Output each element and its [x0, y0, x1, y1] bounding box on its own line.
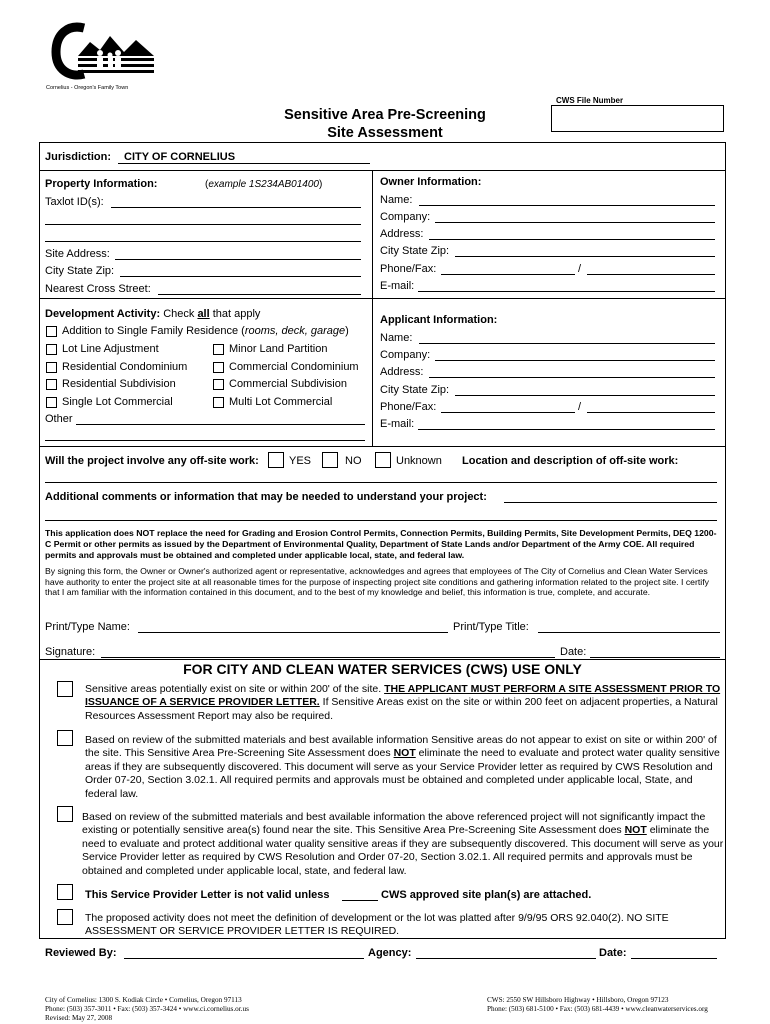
option-single-lot-label: Single Lot Commercial [62, 396, 173, 408]
footer-right-line-2: Phone: (503) 681-5100 • Fax: (503) 681-4439 • www.cleanwaterservices.org [487, 1005, 708, 1014]
option-res-sub-label: Residential Subdivision [62, 378, 176, 390]
option-res-condo-label: Residential Condominium [62, 361, 188, 373]
cornelius-logo-icon [44, 22, 159, 84]
cross-street-label: Nearest Cross Street: [45, 283, 151, 295]
applicant-phone-sep: / [578, 401, 582, 413]
applicant-company-field[interactable] [435, 360, 715, 361]
applicant-address-label: Address: [380, 366, 424, 378]
footer-left-line-1: City of Cornelius: 1300 S. Kodiak Circle • Cornelius, Oregon 97113 [45, 996, 242, 1004]
footer-right [487, 996, 708, 1014]
site-address-label: Site Address: [45, 248, 110, 260]
applicant-phone-field[interactable] [441, 412, 575, 413]
owner-phone-fax-label: Phone/Fax: [380, 263, 437, 275]
print-title-field[interactable] [538, 632, 720, 633]
taxlot-field-2[interactable] [45, 224, 361, 225]
checkbox-cws-4[interactable] [57, 884, 73, 900]
checkbox-cws-1[interactable] [57, 681, 73, 697]
checkbox-addition[interactable] [46, 326, 57, 337]
cws-file-number-box[interactable] [551, 105, 724, 132]
owner-name-label: Name: [380, 194, 413, 206]
offsite-location-label: Location and description of off-site work: [462, 455, 679, 467]
taxlot-field-3[interactable] [45, 241, 361, 242]
comments-label: Additional comments or information that may be needed to understand your project: [45, 491, 487, 503]
cws-option-2: Based on review of the submitted materials and best available information Sensitive areas do not appear to exist on site or within 200' of the site. This Sensitive Area Pre-Screening Site Assessment does NOT eliminate the need to evaluate and protect water quality sensitive areas if they are subsequently discovered. This document will serve as your Service Provider letter as required by CWS Resolution and Order 07-20, Section 3.02.1. All required permits and approvals must be obtained and completed under applicable local, State, and federal law. [85, 734, 720, 800]
footer-left [45, 996, 249, 1024]
property-example: (example 1S234AB01400) [205, 179, 323, 190]
agency-field[interactable] [416, 958, 596, 959]
owner-city-state-zip-label: City State Zip: [380, 245, 450, 257]
site-plan-count-field[interactable] [342, 900, 378, 901]
print-name-label: Print/Type Name: [45, 621, 130, 633]
reviewed-date-label: Date: [599, 947, 627, 959]
offsite-yes-label: YES [289, 455, 312, 467]
checkbox-single-lot[interactable] [46, 397, 57, 408]
checkbox-lot-line[interactable] [46, 344, 57, 355]
checkbox-com-sub[interactable] [213, 379, 224, 390]
applicant-name-field[interactable] [419, 343, 715, 344]
option-lot-line-label: Lot Line Adjustment [62, 343, 159, 355]
checkbox-minor-partition[interactable] [213, 344, 224, 355]
owner-phone-field[interactable] [441, 274, 575, 275]
offsite-unknown-label: Unknown [396, 455, 442, 467]
applicant-email-field[interactable] [418, 429, 715, 430]
cross-street-field[interactable] [158, 294, 361, 295]
jurisdiction-label: Jurisdiction: [45, 151, 112, 163]
print-title-label: Print/Type Title: [453, 621, 529, 633]
title-line-2: Site Assessment [327, 125, 443, 141]
cws-section-heading: FOR CITY AND CLEAN WATER SERVICES (CWS) USE ONLY [183, 661, 582, 677]
comments-field[interactable] [504, 502, 717, 503]
checkbox-offsite-no[interactable] [322, 452, 338, 468]
consent-text: By signing this form, the Owner or Owner's authorized agent or representative, acknowledges and agrees that employees of The City of Cornelius and Clean Water Services have authority to enter the project site at all reasonable times for the purpose of inspecting project site conditions and gathering information related to the project site. I certify that I am familiar with the information contained in this document, and to the best of my knowledge and belief, this information is true, complete, and accurate. [45, 566, 709, 598]
other-field-2[interactable] [45, 440, 365, 441]
checkbox-cws-5[interactable] [57, 909, 73, 925]
property-city-state-zip-label: City State Zip: [45, 265, 115, 277]
cws-option-1: Sensitive areas potentially exist on site or within 200' of the site. THE APPLICANT MUST PERFORM A SITE ASSESSMENT PRIOR TO ISSUANCE OF A SERVICE PROVIDER LETTER. If Sensitive Areas exist on the site or within 200 feet on adjacent properties, a Natural Resources Assessment Report may also be required. [85, 683, 721, 722]
owner-heading: Owner Information: [380, 176, 482, 188]
reviewed-date-field[interactable] [631, 958, 717, 959]
checkbox-cws-3[interactable] [57, 806, 73, 822]
cws-option-4-b: CWS approved site plan(s) are attached. [381, 889, 592, 901]
owner-company-label: Company: [380, 211, 431, 223]
applicant-phone-fax-label: Phone/Fax: [380, 401, 437, 413]
option-com-sub-label: Commercial Subdivision [229, 378, 347, 390]
page-title [200, 106, 570, 142]
owner-name-field[interactable] [419, 205, 715, 206]
applicant-heading: Applicant Information: [380, 314, 498, 326]
owner-address-label: Address: [380, 228, 424, 240]
checkbox-res-sub[interactable] [46, 379, 57, 390]
footer-left-line-2: Phone: (503) 357-3011 • Fax: (503) 357-3424 • www.ci.cornelius.or.us [45, 1005, 249, 1014]
checkbox-com-condo[interactable] [213, 362, 224, 373]
owner-phone-sep: / [578, 263, 582, 275]
offsite-question: Will the project involve any off-site work: [45, 455, 259, 467]
property-city-state-zip-field[interactable] [120, 276, 361, 277]
applicant-address-field[interactable] [429, 377, 715, 378]
applicant-email-label: E-mail: [380, 418, 415, 430]
cws-option-4-a: This Service Provider Letter is not valid unless [85, 889, 330, 901]
applicant-company-label: Company: [380, 349, 431, 361]
print-name-field[interactable] [138, 632, 448, 633]
taxlot-field[interactable] [111, 207, 361, 208]
owner-address-field[interactable] [429, 239, 715, 240]
jurisdiction-value[interactable]: CITY OF CORNELIUS [124, 151, 236, 163]
checkbox-cws-2[interactable] [57, 730, 73, 746]
option-addition-label: Addition to Single Family Residence (rooms, deck, garage) [62, 325, 349, 337]
cws-file-number-label: CWS File Number [556, 96, 624, 105]
offsite-no-label: NO [345, 455, 362, 467]
owner-email-field[interactable] [418, 291, 715, 292]
applicant-city-state-zip-field[interactable] [455, 395, 715, 396]
other-field[interactable] [76, 424, 365, 425]
owner-city-state-zip-field[interactable] [455, 256, 715, 257]
offsite-location-field[interactable] [45, 482, 717, 483]
site-address-field[interactable] [115, 259, 361, 260]
signature-field[interactable] [101, 657, 555, 658]
reviewed-by-label: Reviewed By: [45, 947, 117, 959]
title-line-1: Sensitive Area Pre-Screening [284, 107, 486, 123]
checkbox-multi-lot[interactable] [213, 397, 224, 408]
footer-right-line-1: CWS: 2550 SW Hillsboro Highway • Hillsboro, Oregon 97123 [487, 996, 669, 1004]
taxlot-label: Taxlot ID(s): [45, 196, 104, 208]
cws-option-3: Based on review of the submitted materials and best available information the above referenced project will not significantly impact the existing or potentially sensitive area(s) found near the site. This Sensitive Area Pre-Screening Site Assessment does NOT eliminate the need to evaluate and protect additional water quality sensitive areas if they are subsequently discovered. This document will serve as your Service Provider letter as required by CWS Resolution and Order 07-20, Section 3.02.1. All required permits and approvals must be obtained and completed under applicable local, state, and federal law. [82, 811, 724, 877]
agency-label: Agency: [368, 947, 412, 959]
city-logo [44, 22, 159, 94]
checkbox-offsite-unknown[interactable] [375, 452, 391, 468]
owner-fax-field[interactable] [587, 274, 715, 275]
logo-caption: Cornelius - Oregon's Family Town [46, 85, 129, 91]
development-heading: Development Activity: Check all that apply [45, 308, 261, 320]
signature-label: Signature: [45, 646, 96, 658]
option-multi-lot-label: Multi Lot Commercial [229, 396, 333, 408]
checkbox-offsite-yes[interactable] [268, 452, 284, 468]
applicant-city-state-zip-label: City State Zip: [380, 384, 450, 396]
property-heading: Property Information: [45, 178, 158, 190]
applicant-name-label: Name: [380, 332, 413, 344]
permits-notice: This application does NOT replace the need for Grading and Erosion Control Permits, Connection Permits, Building Permits, Site Development Permits, DEQ 1200-C Permit or other permits as issued by the Department of Environmental Quality, Department of State Lands and/or Department of the Army COE. All required permits and approvals must be obtained and completed under applicable local, state, and federal law. [45, 528, 717, 560]
owner-company-field[interactable] [435, 222, 715, 223]
signature-date-label: Date: [560, 646, 587, 658]
owner-email-label: E-mail: [380, 280, 415, 292]
reviewed-by-field[interactable] [124, 958, 364, 959]
comments-field-2[interactable] [45, 520, 717, 521]
cws-option-5: The proposed activity does not meet the definition of development or the lot was platted after 9/9/95 ORS 92.040(2). NO SITE ASSESSMENT OR SERVICE PROVIDER LETTER IS REQUIRED. [85, 912, 669, 938]
signature-date-field[interactable] [590, 657, 720, 658]
footer-left-line-3: Revised: May 27, 2008 [45, 1014, 113, 1023]
other-label: Other [45, 413, 73, 425]
checkbox-res-condo[interactable] [46, 362, 57, 373]
applicant-fax-field[interactable] [587, 412, 715, 413]
option-com-condo-label: Commercial Condominium [229, 361, 359, 373]
option-minor-partition-label: Minor Land Partition [229, 343, 328, 355]
